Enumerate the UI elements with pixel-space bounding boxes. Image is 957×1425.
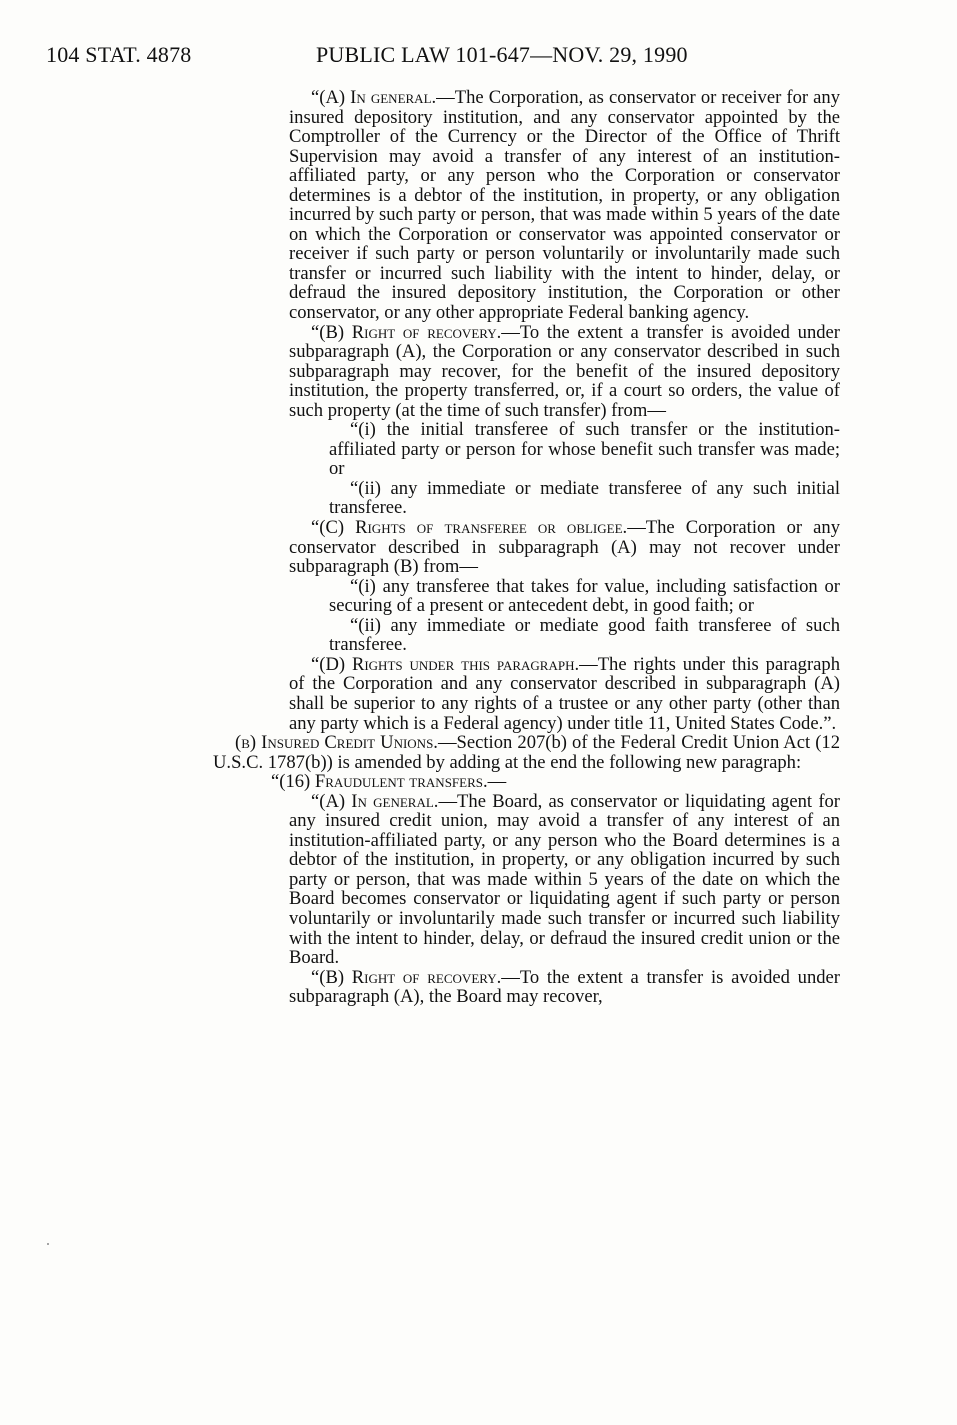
subparagraph-heading: “(A) In general.	[311, 87, 437, 108]
paragraph-16-fraudulent-transfers	[213, 772, 840, 792]
subparagraph-text: —The Board, as conservator or liquidating agent for any insured credit union, may avoid a transfer of any interest of an institution-affiliated party, or any person who the Board determines is a debtor of the institution, in property, or any obligation incurred by such party or person, that was made within 5 years of the date on which the Board becomes conservator or liquidating agent if such party or person voluntarily or involuntarily made such transfer or incurred such liability with the intent to hinder, delay, or defraud the insured credit union or the Board.	[289, 790, 840, 969]
subparagraph-c-rights-of-transferee	[213, 518, 840, 577]
clause-text: “(ii) any immediate or mediate transferee of any such initial transferee.	[329, 477, 840, 519]
subparagraph-text: —The Corporation or any conservator described in subparagraph (A) may not recover under subparagraph (B) from—	[289, 517, 840, 578]
clause-c-ii	[213, 616, 840, 655]
clause-b-i	[213, 420, 840, 479]
clause-text: “(i) any transferee that takes for value, including satisfaction or securing of a present or antecedent debt, in good faith; or	[329, 575, 840, 617]
subparagraph-heading: “(B) Right of recovery.	[311, 966, 502, 988]
statute-body	[213, 88, 840, 1007]
subparagraph-text: —The rights under this paragraph of the Corporation and any conservator described in subparagraph (A) shall be superior to any rights of a trustee or any other party (other than any party which is a Federal agency) under title 11, United States Code.”.	[289, 653, 840, 734]
clause-text: “(ii) any immediate or mediate good faith transferee of such transferee.	[329, 614, 840, 656]
subsection-heading: (b) Insured Credit Unions.	[235, 732, 438, 754]
clause-b-ii	[213, 479, 840, 518]
subsection-b-insured-credit-unions	[213, 733, 840, 772]
clause-c-i	[213, 577, 840, 616]
paragraph-16-subparagraph-b	[213, 968, 840, 1007]
subparagraph-heading: “(C) Rights of transferee or obligee.	[311, 517, 628, 539]
subsection-text: —Section 207(b) of the Federal Credit Union Act (12 U.S.C. 1787(b)) is amended by adding at the end the following new paragraph:	[213, 732, 840, 773]
subparagraph-text: —To the extent a transfer is avoided under subparagraph (A), the Corporation or any conservator described in such subparagraph may recover, for the benefit of the insured depository institution, the property transferred, or, if a court so orders, the value of such property (at the time of such transfer) from—	[289, 321, 840, 421]
subparagraph-b-right-of-recovery	[213, 323, 840, 421]
paragraph-heading: “(16) Fraudulent transfers.	[271, 771, 488, 793]
subparagraph-text: —The Corporation, as conservator or receiver for any insured depository institution, and any conservator appointed by the Comptroller of the Currency or the Director of the Office of Thrift Supervision may avoid a transfer of any interest of an institution-affiliated party, or any person who the Corporation or conservator determines is a debtor of the institution, in property, or any obligation incurred by such party or person, that was made within 5 years of the date on which the Corporation or conservator was appointed conservator or receiver if such party or person voluntarily or involuntarily made such transfer or incurred such liability with the intent to hinder, delay, or defraud the insured depository institution, the Corporation or other conservator, or any other appropriate Federal banking agency.	[289, 87, 841, 324]
subparagraph-heading: “(D) Rights under this paragraph.	[311, 653, 580, 675]
public-law-citation: PUBLIC LAW 101-647—NOV. 29, 1990	[316, 42, 688, 67]
paragraph-text: —	[487, 771, 507, 793]
subparagraph-heading: “(B) Right of recovery.	[311, 321, 502, 343]
scan-speck	[47, 1243, 49, 1245]
subparagraph-d-rights-under-paragraph	[213, 655, 840, 733]
clause-text: “(i) the initial transferee of such transfer or the institution-affiliated party or person for whose benefit such transfer was made; or	[329, 419, 840, 480]
subparagraph-text: —To the extent a transfer is avoided under subparagraph (A), the Board may recover,	[289, 966, 840, 1008]
subparagraph-heading: “(A) In general.	[311, 790, 439, 812]
paragraph-16-subparagraph-a	[213, 792, 840, 968]
stat-page-number: 104 STAT. 4878	[46, 42, 192, 67]
subparagraph-a-in-general	[213, 88, 840, 323]
